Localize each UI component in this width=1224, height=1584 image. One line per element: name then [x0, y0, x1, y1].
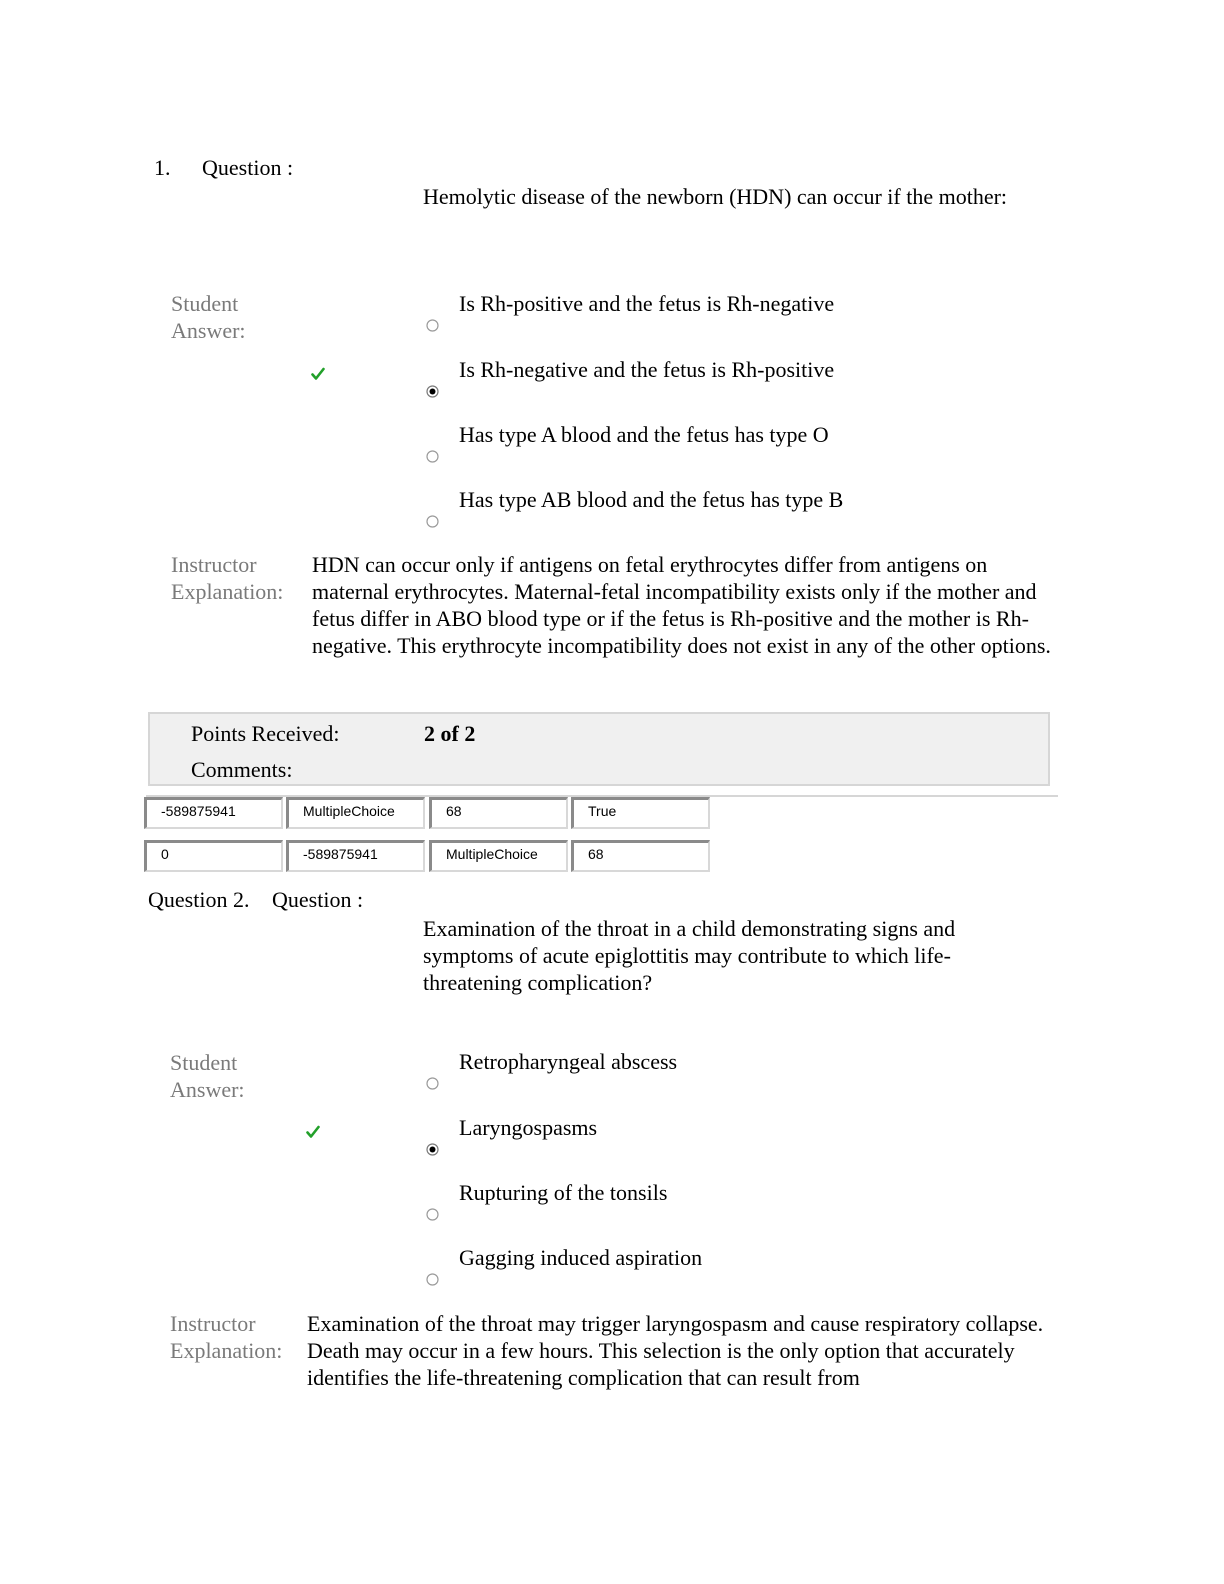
- field-cell[interactable]: 0: [144, 840, 283, 872]
- field-cell[interactable]: 68: [571, 840, 710, 872]
- question-1-option-2: Is Rh-negative and the fetus is Rh-positive: [459, 357, 835, 382]
- question-1-number: 1.: [154, 155, 171, 180]
- question-2-option-1: Retropharyngeal abscess: [459, 1049, 678, 1074]
- field-cell[interactable]: True: [571, 797, 710, 829]
- points-received-label: Points Received:: [191, 721, 340, 746]
- question-2-option-2: Laryngospasms: [459, 1115, 598, 1140]
- radio-empty-icon[interactable]: [426, 450, 439, 463]
- radio-empty-icon[interactable]: [426, 319, 439, 332]
- question-1-option-4: Has type AB blood and the fetus has type B: [459, 487, 844, 512]
- comments-label: Comments:: [191, 757, 293, 782]
- radio-selected-icon[interactable]: [426, 1143, 439, 1156]
- field-cell[interactable]: MultipleChoice: [286, 797, 425, 829]
- question-2-option-3: Rupturing of the tonsils: [459, 1180, 668, 1205]
- question-1-option-1: Is Rh-positive and the fetus is Rh-negative: [459, 291, 835, 316]
- question-2-student-answer-label: Student Answer:: [170, 1050, 245, 1102]
- radio-selected-icon[interactable]: [426, 385, 439, 398]
- question-2-option-4: Gagging induced aspiration: [459, 1245, 703, 1270]
- field-cell[interactable]: -589875941: [144, 797, 283, 829]
- question-1-student-answer-label: Student Answer:: [171, 291, 246, 343]
- question-1-prompt: Hemolytic disease of the newborn (HDN) can occur if the mother:: [423, 184, 1008, 209]
- question-2-label: Question :: [272, 887, 364, 912]
- radio-empty-icon[interactable]: [426, 1273, 439, 1286]
- check-icon: [311, 367, 325, 381]
- question-1-explanation: HDN can occur only if antigens on fetal erythrocytes differ from antigens on maternal erythrocytes. Maternal-fetal incompatibility exists only if the mother and fetus differ in ABO blood type or if the fetus is Rh-positive and the mother is Rh-negative. This erythrocyte incompatibility does not exist in any of the other options.: [312, 552, 1051, 658]
- field-cell[interactable]: MultipleChoice: [429, 840, 568, 872]
- question-1-option-3: Has type A blood and the fetus has type O: [459, 422, 829, 447]
- field-cell[interactable]: -589875941: [286, 840, 425, 872]
- radio-empty-icon[interactable]: [426, 1208, 439, 1221]
- radio-empty-icon[interactable]: [426, 515, 439, 528]
- field-cell[interactable]: 68: [429, 797, 568, 829]
- question-2-prompt: Examination of the throat in a child demonstrating signs and symptoms of acute epiglottitis may contribute to which life-threatening complication?: [423, 916, 956, 995]
- radio-empty-icon[interactable]: [426, 1077, 439, 1090]
- points-received-value: 2 of 2: [424, 721, 476, 746]
- question-2-number: Question 2.: [148, 887, 250, 912]
- check-icon: [306, 1125, 320, 1139]
- question-1-label: Question :: [202, 155, 294, 180]
- question-2-explanation-label: Instructor Explanation:: [170, 1311, 283, 1363]
- question-2-explanation: Examination of the throat may trigger laryngospasm and cause respiratory collapse. Death may occur in a few hours. This selection is the only option that accurately identifies the life-threatening complication that can result from: [307, 1311, 1044, 1390]
- question-1-explanation-label: Instructor Explanation:: [171, 552, 284, 604]
